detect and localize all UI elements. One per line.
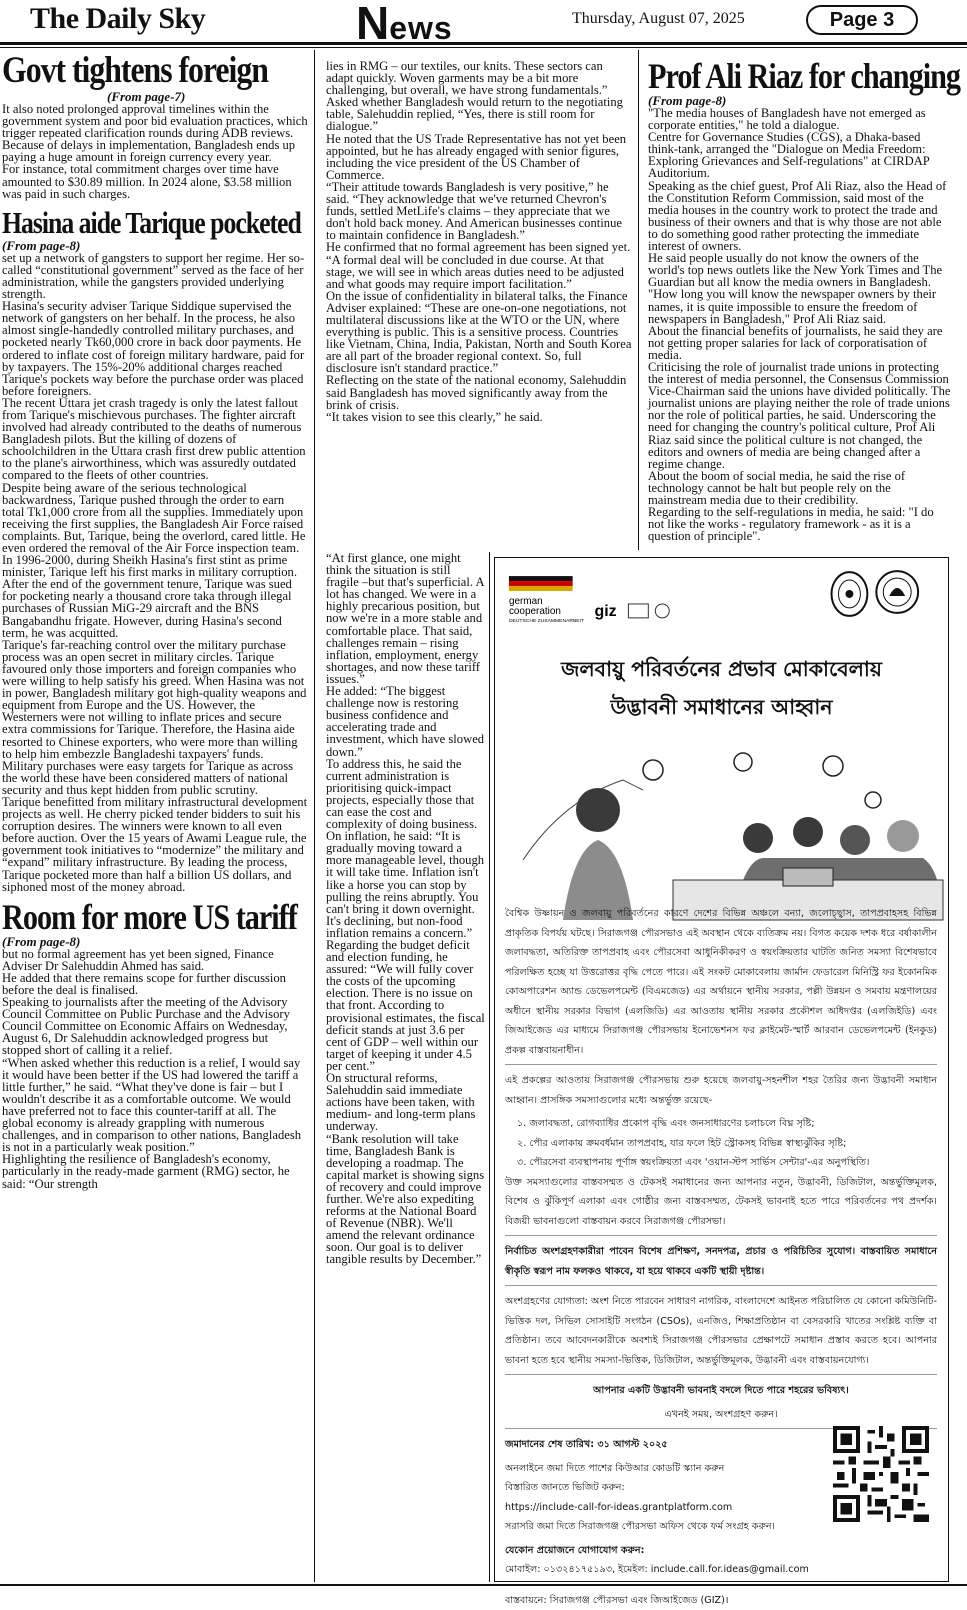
column-left xyxy=(2,52,308,1582)
masthead-rule-thin xyxy=(0,47,967,48)
newspaper-name: The Daily Sky xyxy=(30,2,205,36)
column-middle-top xyxy=(326,60,632,548)
laptop-icon xyxy=(783,868,833,886)
paragraph: “Their attitude towards Bangladesh is very positive,” he said. “They acknowledge that we've returned Chevron's funds, settled MetLife's claims – they appreciate that we don't hold back money. And American businesses continue to maintain confidence in Bangladesh.” xyxy=(326,181,632,241)
paragraph: To address this, he said the current administration is prioritising quick-impact projects, especially those that can ease the cost and complexity of doing business. xyxy=(326,758,486,831)
paragraph: Because of delays in implementation, Bangladesh ends up paying a huge amount in foreign currency every year. xyxy=(2,139,308,163)
paragraph: On inflation, he said: “It is gradually moving toward a more manageable level, though it will take time. Inflation isn't like a horse you can stop by pulling the reins abruptly. You can't bring it down overnight. It's declining, but non-food inflation remains a concern.” xyxy=(326,830,486,939)
jump-line-tariff[interactable]: (From page-8) xyxy=(2,935,308,948)
column-middle-narrow xyxy=(326,552,486,1582)
paragraph: Highlighting the resilience of Bangladesh's economy, particularly in the ready-made garment (RMG) sector, he said: “Our strength xyxy=(2,1153,308,1189)
ad-solutions: উক্ত সমস্যাগুলোর বাস্তবসম্মত ও টেকসই সমাধানের জন্য আপনার নতুন, উদ্ভাবনী, ডিজিটাল, অন্তর্ভুক্তিমূলক, বিশেষ ও ঝুঁকিপূর্ণ এলাকা এবং গোষ্ঠীর জন্য বাস্তবসম্মত, টেকসই ভাবনাই হতে পারে পরিবর্তনের পথ প্রদর্শক। বিজয়ী ভাবনাগুলো বাস্তবায়ন করবে সিরাজগঞ্জ পৌরসভা। xyxy=(505,1173,937,1232)
paragraph: About the boom of social media, he said the rise of technology cannot be halt but people rely on the mainstream media due to their credibility. xyxy=(648,470,952,506)
paragraph: Regarding the budget deficit and election funding, he assured: “We will fully cover the costs of the upcoming election. There is no issue on that front. According to provisional estimates, the fiscal deficit stands at just 3.6 per cent of GDP – well within our target of keeping it under 4.5 per cent.” xyxy=(326,939,486,1072)
ad-illustration xyxy=(503,740,943,920)
paragraph: Reflecting on the state of the national economy, Salehuddin said Bangladesh has moved significantly away from the brink of crisis. xyxy=(326,374,632,410)
ad-deadline: জমাদানের শেষ তারিখ: ৩১ আগস্ট ২০২৫ xyxy=(505,1435,937,1455)
paragraph: Tarique benefitted from military infrastructural development projects as well. He cherry picked tender bidders to suit his corruption desires. The winners were known to all even before auction. Over the 15 years of Awami League rule, the government took initiatives to “modernize” the military and “expand” military infrastructure. By leading the process, Tarique pocketed more than half a billion US dollars, and siphoned most of the money abroad. xyxy=(2,796,308,893)
paragraph: Criticising the role of journalist trade unions in protecting the interest of media personnel, the Consensus Commission Vice-Chairman said the unions have divided politically. The journalist unions are playing neither the role of trade unions nor the role of political parties, he said. Underscoring the need for changing the country's political culture, Prof Ali Riaz said since the political culture is not changed, the editors and owners of media are being changed after a regime change. xyxy=(648,361,952,470)
ad-problem-list xyxy=(505,1114,937,1173)
ad-tagline-sub: এখনই সময়, অংশগ্রহণ করুন। xyxy=(505,1405,937,1425)
paragraph: "How long you will know the newspaper owners by their names, it is quite impossible to ensure the freedom of newspapers in Bangladesh," Prof Ali Riaz said. xyxy=(648,288,952,324)
paragraph: Military purchases were easy targets for Tarique as across the world these have been considered matters of national security and thus kept hidden from public scrutiny. xyxy=(2,760,308,796)
column-divider xyxy=(489,552,490,1582)
giz-logo xyxy=(595,603,670,620)
ad-title-line: জলবায়ু পরিবর্তনের প্রভাব মোকাবেলায় xyxy=(509,650,934,688)
paragraph: Centre for Governance Studies (CGS), a Dhaka-based think-tank, arranged the "Dialogue on Media Freedom: Exploring Grievances and Self-regulations" at CIRDAP Auditorium. xyxy=(648,131,952,179)
ad-phone-email[interactable]: মোবাইল: ০১৩২৪১৭৫১৯৩, ইমেইল: include.call.for.ideas@gmail.com xyxy=(505,1560,937,1580)
headline-hasina[interactable]: Hasina aide Tarique pocketed xyxy=(2,206,256,239)
ad-visit-label: বিস্তারিত জানতে ভিজিট করুন: xyxy=(505,1478,825,1498)
lightbulb-icon xyxy=(643,760,663,780)
masthead-rule-thick xyxy=(0,42,967,45)
column-divider xyxy=(638,50,639,550)
paragraph: On structural reforms, Salehuddin said immediate actions have been taken, with medium- and long-term plans underway. xyxy=(326,1072,486,1132)
paragraph: About the financial benefits of journalists, he said they are not getting proper salaries for lack of corporatisation of media. xyxy=(648,325,952,361)
headline-govt[interactable]: Govt tightens foreign xyxy=(2,52,265,90)
person-head xyxy=(743,823,773,853)
qr-code[interactable] xyxy=(833,1426,929,1522)
ad-intro: বৈশ্বিক উষ্ণায়ন ও জলবায়ু পরিবর্তনের কারণে দেশের বিভিন্ন অঞ্চলে বন্যা, জলোচ্ছ্বাস, তাপপ্রবাহসহ বিভিন্ন প্রাকৃতিক বিপর্যয় ঘটছে। সিরাজগঞ্জ পৌরসভাও এই অবস্থান থেকে ব্যতিক্রম নয়। বিগত কয়েক দশক ধরে বর্ষাকালীন জলাবদ্ধতা, অতিরিক্ত তাপপ্রবাহ এবং পৌরসেবা আধুনিকীকরণ ও স্বয়ংক্রিয়তার ঘাটতি জনিত সমস্যা বিশেষভাবে পরিলক্ষিত হচ্ছে যা উত্তরোত্তর বৃদ্ধি পেতে পারে। এই সংকট মোকাবেলায় জার্মান ফেডারেল মিনিস্ট্রি ফর ইকোনমিক কোঅপারেশন অ্যান্ড ডেভেলপমেন্ট (বিএমজেড) এর অর্থায়নে স্থানীয় সরকার, পল্লী উন্নয়ন ও সমবায় মন্ত্রণালয়ের অধীনে স্থানীয় সরকার বিভাগ (এলজিডি) এর আওতায় স্থানীয় সরকার প্রকৌশল অধিদপ্তর (এলজিইডি) এবং জিআইজেড এর মাধ্যমে সিরাজগঞ্জ পৌরসভায় ইনোভেশনস ফর ক্লাইমেট-স্মার্ট আরবান ডেভেলপমেন্ট (ইনকুড) প্রকল্প বাস্তবায়নাধীন। xyxy=(505,904,937,1060)
bangladesh-govt-emblem xyxy=(876,571,918,613)
paragraph: Speaking as the chief guest, Prof Ali Riaz, also the Head of the Constitution Reform Commission, said most of the media houses in the country work to protect the trade and business of their owners and that is why those are not able to do something good rather protecting the immediate interest of owners. xyxy=(648,180,952,253)
headline-riaz[interactable]: Prof Ali Riaz for changing xyxy=(648,58,903,94)
paragraph: In 1996-2000, during Sheikh Hasina's first stint as prime minister, Tarique left his first marks in military corruption. After the end of the government tenure, Tarique was sued for pocketing nearly a thousand crore taka through illegal purchases of Russian MiG-29 aircraft and the BNS Bangabandhu frigate. However, during Hasina's second term, he was acquitted. xyxy=(2,554,308,639)
german-cooperation-logo xyxy=(509,576,584,624)
lightbulb-icon xyxy=(823,756,843,776)
paragraph: He added: “The biggest challenge now is restoring business confidence and accelerating trade and investment, which have slowed down.” xyxy=(326,685,486,758)
cooperation-text: cooperation xyxy=(509,606,561,617)
paragraph: but no formal agreement has yet been signed, Finance Adviser Dr Salehuddin Ahmed has said. xyxy=(2,948,308,972)
paragraph: Tarique's far-reaching control over the military purchase process was an open secret in military circles. Tarique favoured only those importers and foreign companies who were willing to help satisfy his greed. When Hasina was not in power, Bangladesh military got high-quality weapons and equipment from Europe and the US. However, the Westerners were not willing to inflate prices and secure extra commissions for Tarique. Therefore, the Hasina aide resorted to Chinese exporters, who were more than willing to help him embezzle Bangladeshi taxpayers' funds. xyxy=(2,639,308,760)
paragraph: Despite being aware of the serious technological backwardness, Tarique pushed through the order to earn total Tk1,000 crore from all the supplies. Immediately upon receiving the first supplies, the Bangladesh Air Force raised complaints. But, Tarique, being the overlord, cared little. He even ordered the removal of the Air Force inspection team. xyxy=(2,482,308,555)
section-title-rest: ews xyxy=(389,10,452,46)
ad-footer: বাস্তবায়নে: সিরাজগঞ্জ পৌরসভা এবং জিআইজেড (GIZ)। xyxy=(505,1591,937,1610)
list-item: ২. পৌর এলাকায় ক্রমবর্ধমান তাপপ্রবাহ, যার ফলে হিট স্ট্রোকসহ বিভিন্ন স্বাস্থ্যঝুঁকির সৃষ্টি; xyxy=(517,1134,937,1154)
ad-project: এই প্রকল্পের আওতায় সিরাজগঞ্জ পৌরসভায় শুরু হয়েছে জলবায়ু-সহনশীল শহর তৈরির জন্য উদ্ভাবনী সমাধান আহ্বান। প্রাসঙ্গিক সমস্যাগুলোর মধ্যে অন্তর্ভুক্ত রয়েছে- xyxy=(505,1071,937,1110)
paragraph: “It takes vision to see this clearly,” he said. xyxy=(326,411,632,423)
list-item: ৩. পৌরসেবা ব্যবস্থাপনায় পূর্ণাঙ্গ স্বয়ংক্রিয়তা এবং 'ওয়ান-স্টপ সার্ভিস সেন্টার'-এর অনুপস্থিতি। xyxy=(517,1153,937,1173)
gear-icon xyxy=(734,753,752,771)
headline-tariff[interactable]: Room for more US tariff xyxy=(2,899,259,935)
jump-line-govt[interactable]: (From page-7) xyxy=(2,90,308,103)
paragraph: He said people usually do not know the owners of the world's top news outlets like the New York Times and The Guardian but all know the media owners in Bangladesh. xyxy=(648,252,952,288)
issue-date: Thursday, August 07, 2025 xyxy=(572,10,745,28)
paragraph: Regarding to the self-regulations in media, he said: "I do not like the works - regulatory framework - as it is a question of principle". xyxy=(648,506,952,542)
ad-url-link[interactable]: https://include-call-for-ideas.grantplatform.com xyxy=(505,1498,825,1518)
column-right-top xyxy=(648,58,952,550)
ad-eligibility: অংশগ্রহণের যোগ্যতা: অংশ নিতে পারবেন সাধারণ নাগরিক, বাংলাদেশে আইনত পরিচালিত যে কোনো কমিউনিটি-ভিত্তিক দল, সিভিল সোসাইটি সংগঠন (CSOs), এনজিও, শিক্ষাপ্রতিষ্ঠান বা বেসরকারি খাতের সংশ্লিষ্ট ব্যক্তি বা প্রতিষ্ঠান। তবে আবেদনকারীকে অবশ্যই সিরাজগঞ্জ পৌরসভার প্রেক্ষাপটে সমাধান প্রস্তাব করতে হবে। আপনার ভাবনা হতে হবে স্থানীয় সমস্যা-ভিত্তিক, ডিজিটাল, অন্তর্ভুক্তিমূলক, উদ্ভাবনী এবং বাস্তবায়নযোগ্য। xyxy=(505,1292,937,1370)
person-head xyxy=(840,825,870,855)
german-text: german xyxy=(509,596,543,607)
paragraph: Speaking to journalists after the meeting of the Advisory Council Committee on Public Purchase and the Advisory Council Committee on Economic Affairs on Wednesday, August 6, Dr Salehuddin acknowledged progress but stopped short of calling it a relief. xyxy=(2,996,308,1056)
ad-contact-label: যেকোন প্রয়োজনে যোগাযোগ করুন: xyxy=(505,1541,825,1561)
paragraph: Asked whether Bangladesh would return to the negotiating table, Salehuddin replied, “Yes, there is still room for dialogue.” xyxy=(326,96,632,132)
page-bottom-rule xyxy=(0,1584,967,1586)
paragraph: The recent Uttara jet crash tragedy is only the latest fallout from Tarique's mischievous purchases. The fighter aircraft involved had already contributed to the deaths of numerous Bangladesh pilots. But the killing of dozens of schoolchildren in the Uttara crash first drew public attention to the plane's airworthiness, which was assuredly outdated compared to the fleets of other countries. xyxy=(2,397,308,482)
ad-tagline: আপনার একটি উদ্ভাবনী ভাবনাই বদলে দিতে পারে শহরের ভবিষ্যৎ। xyxy=(505,1381,937,1401)
paragraph: He confirmed that no formal agreement has been signed yet. “A formal deal will be concluded in due course. At that stage, we will see in which areas duties need to be adjusted and what goods may require import facilitation.” xyxy=(326,241,632,289)
ad-selected-benefits: নির্বাচিত অংশগ্রহণকারীরা পাবেন বিশেষ প্রশিক্ষণ, সনদপত্র, প্রচার ও পরিচিতির সুযোগ। বাস্তবায়িত সমাধানে স্বীকৃতি স্বরূপ নাম ফলকও থাকবে, যা হয়ে থাকবে একটি স্থায়ী দৃষ্টান্ত। xyxy=(505,1242,937,1281)
paragraph: It also noted prolonged approval timelines within the government system and poor bid evaluation practices, which trigger repeated clarification rounds during ADB reviews. xyxy=(2,103,308,139)
paragraph: Hasina's security adviser Tarique Siddique supervised the network of gangsters on her behalf. In the process, he also almost single-handedly controlled military purchases, and pocketed nearly Tk60,000 crore in back door payments. He ordered to inflate cost of foreign military hardware, paid for by taxpayers. The 15%-20% additional charges reached Tarique's pockets way before the purchase order was placed before foreigners. xyxy=(2,300,308,397)
paragraph: set up a network of gangsters to support her regime. Her so-called “constitutional government” served as the face of her administration, while the gangsters provided underlying strength. xyxy=(2,252,308,300)
giz-text: giz xyxy=(595,603,617,620)
paragraph: “When asked whether this reduction is a relief, I would say it would have been better if the US had lowered the tariff a little further,” he said. “What they've done is fair – but I wouldn't describe it as a comfortable outcome. We would have preferred not to face this counter-tariff at all. The global economy is already grappling with numerous challenges, and in comparison to other nations, Bangladesh is not in a particularly weak position.” xyxy=(2,1057,308,1154)
paragraph: “Bank resolution will take time, Bangladesh Bank is developing a roadmap. The capital market is showing signs of recovery and could improve further. We're also expediting reforms at the National Board of Revenue (NBR). We'll amend the relevant ordinance soon. Our goal is to deliver tangible results by December.” xyxy=(326,1133,486,1266)
section-title-initial: N xyxy=(356,0,389,49)
paragraph: lies in RMG – our textiles, our knits. These sectors can adapt quickly. Woven garments may be a bit more challenging, but overall, we have strong fundamentals.” xyxy=(326,60,632,96)
ad-title xyxy=(509,650,934,726)
paragraph: "The media houses of Bangladesh have not emerged as corporate entities," he told a dialogue. xyxy=(648,107,952,131)
ad-online-instruction: অনলাইনে জমা দিতে পাশের কিউআর কোডটি স্ক্যান করুন xyxy=(505,1459,825,1479)
column-divider xyxy=(314,50,315,1582)
advertisement[interactable] xyxy=(494,557,949,1582)
deutsche-text: DEUTSCHE ZUSAMMENARBEIT xyxy=(509,618,584,624)
list-item: ১. জলাবদ্ধতা, রোগব্যাধির প্রকোপ বৃদ্ধি এবং জনসাধারণের চলাচলে বিঘ্ন সৃষ্টি; xyxy=(517,1114,937,1134)
person-woman-head xyxy=(576,788,620,832)
masthead xyxy=(0,0,967,44)
person-elder-head xyxy=(887,820,919,852)
paragraph: On the issue of confidentiality in bilateral talks, the Finance Adviser explained: “These are one-on-one negotiations, not multilateral discussions like at the WTO or the UN, where everything is public. This is a sensitive process. Countries like Vietnam, China, India, Pakistan, North and South Korea are all part of the broader regional context. So, full disclosure isn't standard practice.” xyxy=(326,290,632,375)
paragraph: He added that there remains scope for further discussion before the deal is finalised. xyxy=(2,972,308,996)
eye-icon xyxy=(865,792,881,808)
ad-title-line: উদ্ভাবনী সমাধানের আহ্বান xyxy=(509,688,934,726)
ad-direct-submission: সরাসরি জমা দিতে সিরাজগঞ্জ পৌরসভা অফিস থেকে ফর্ম সংগ্রহ করুন। xyxy=(505,1517,825,1537)
sponsor-logos xyxy=(495,558,948,628)
paragraph: He noted that the US Trade Representative has not yet been appointed, but he has already engaged with senior figures, including the vice president of the US Chamber of Commerce. xyxy=(326,133,632,181)
person-head xyxy=(793,817,823,847)
page-number-badge: Page 3 xyxy=(806,5,918,35)
paragraph: “At first glance, one might think the situation is still fragile –but that's superficial. A lot has changed. We were in a highly precarious position, but now we're in a more stable and comfortable place. That said, challenges remain – rising inflation, employment, energy shortages, and now these tariff issues.” xyxy=(326,552,486,685)
jump-line-riaz[interactable]: (From page-8) xyxy=(648,94,952,107)
paragraph: For instance, total commitment charges over time have amounted to $30.89 million. In 2024 alone, $3.58 million was paid in such charges. xyxy=(2,163,308,199)
jump-line-hasina[interactable]: (From page-8) xyxy=(2,239,308,252)
lged-emblem xyxy=(832,572,868,616)
